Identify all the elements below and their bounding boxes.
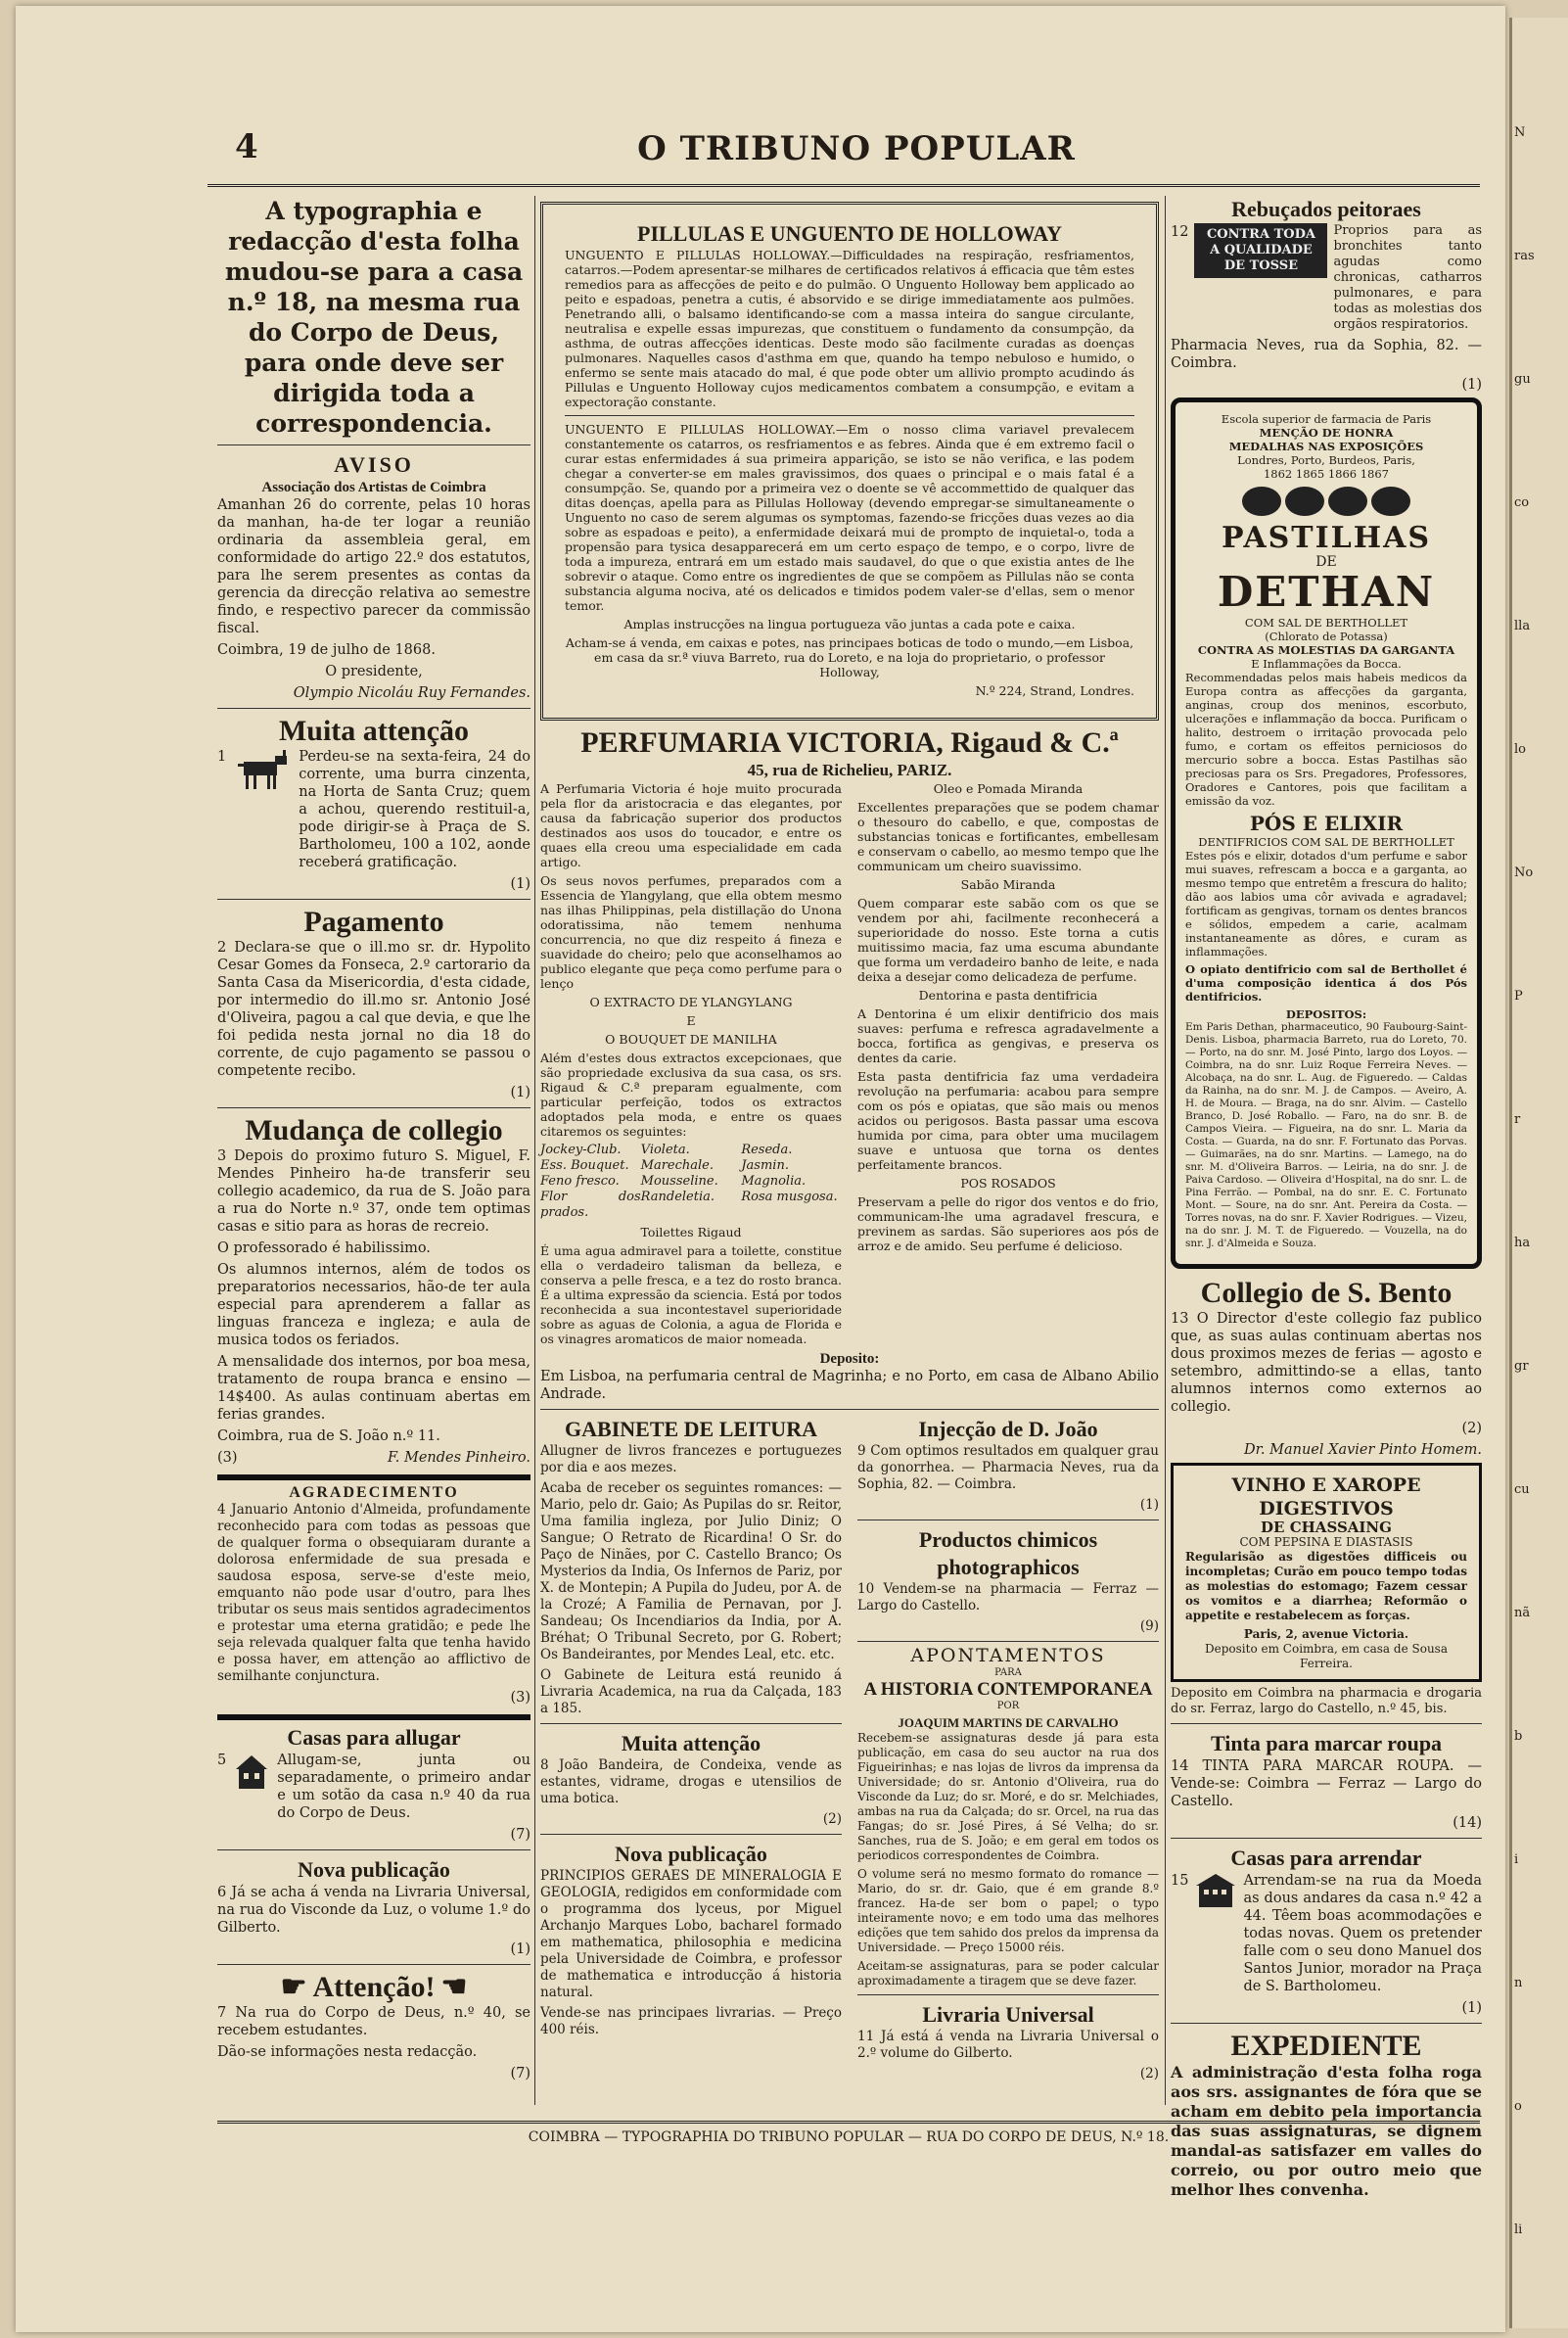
agradecimento-title: AGRADECIMENTO <box>289 1484 459 1501</box>
aviso-role: O presidente, <box>325 664 423 679</box>
dethan-l6: COM SAL DE BERTHOLLET <box>1244 616 1408 630</box>
column-rule-2 <box>1165 196 1166 2105</box>
rebucados-ref: (1) <box>1461 377 1482 393</box>
historia-t1: APONTAMENTOS <box>910 1645 1106 1666</box>
perfumaria-p3: Além d'estes dous extractos excepcionaes, que são propriedade exclusiva da sua casa, os srs. Rigaud & C.ª preparam egualmente, com particular perfeição, todos os extractos adoptados pela moda, e entre os quaes citaremos os seguintes: <box>540 1051 842 1139</box>
aviso-date: Coimbra, 19 de julho de 1868. <box>217 642 436 658</box>
perfume-item: Reseda. <box>741 1143 793 1157</box>
perfume-item: Rosa musgosa. <box>741 1190 838 1204</box>
perfume-item: Marechale. <box>640 1158 715 1173</box>
muita2-ref: (2) <box>822 1811 842 1827</box>
perfumaria-address: 45, rua de Richelieu, PARIZ. <box>747 761 952 779</box>
next-page-fragment: nã <box>1514 1606 1531 1620</box>
dethan-l4: Londres, Porto, Burdeos, Paris, <box>1237 453 1415 467</box>
expediente-body: A administração d'esta folha roga aos srs. assignantes de fóra que se acham em debito pela importancia das suas assignaturas, se dignem mandal-as satisfazer em valles do correio, ou por outro meio que melhor lhes convenha. <box>1171 2063 1482 2199</box>
nova-ref: (1) <box>510 1941 530 1957</box>
muita2-body: 8 João Bandeira, de Condeixa, vende as estantes, vidrame, drogas e utensilios de uma botica. <box>540 1757 842 1806</box>
medal-icons <box>1185 487 1467 516</box>
pointing-hand-icon: ☛ <box>280 1971 307 2003</box>
dethan-body: Recommendadas pelos mais habeis medicos da Europa contra as affecções da garganta, anginas, croup dos meninos, escorbuto, ulcerações e inflammação da bocca. Purificam o halito, destroem o irritação provocada pelo fumo, e cortam os effeitos perniciosos do mercurio sobre a bocca. Estas Pastilhas são preciosas para os Srs. Pregadores, Professores, Oradores e Cantores, pois que facilitam a emissão da voz. <box>1185 671 1467 808</box>
nova2-body-2: Vende-se nas principaes livrarias. — Preço 400 réis. <box>540 2005 842 2037</box>
building-icon <box>1194 1872 1237 1909</box>
casas2-ref: (1) <box>1461 2000 1482 2016</box>
aviso-signature: Olympio Nicoláu Ruy Fernandes. <box>293 685 530 701</box>
deposito-title: Deposito: <box>819 1351 880 1367</box>
mudanca-ref: (3) <box>217 1450 238 1466</box>
perfumaria-h4: Sabão Miranda <box>960 877 1056 892</box>
next-page-fragment: cu <box>1514 1482 1530 1497</box>
holloway-p1: UNGUENTO E PILLULAS HOLLOWAY.—Difficuldades na respiração, resfriamentos, catarros.—Podem apresentar-se milhares de certificados relativos á efficacia que têm estes remedios para as affecções de peito e do pulmão. O Unguento Holloway bem applicado ao peito e espadoas, penetra a cutis, é absorvido e se dirige immediatamente aos pulmões. Penetrando alli, o balsamo identificando-se com a massa inteira do sangue circulante, neutralisa e expelle essas impurezas, que constituem o fundamento da consumpção, da asthma, de outras affecções identicas. Deste modo são facilmente curadas as doenças pulmonares. Naquelles casos d'asthma em que, quando ha tempo nebuloso e humido, o enfermo se sente mais atacado do mal, é que pode obter um allivio prompto acudindo ás Pillulas e Unguento Holloway cujos medicamentos combatem a consumpção, e evitam a expectoração constante. <box>565 248 1134 409</box>
header-rule <box>208 184 1480 187</box>
perfume-item: Randeletia. <box>640 1190 715 1204</box>
next-page-fragment: o <box>1514 2099 1522 2114</box>
next-page-fragment: lo <box>1514 742 1526 757</box>
gabinete-p1: Allugner de livros francezes e portuguezes por dia e aos mezes. <box>540 1443 842 1475</box>
rebucados-body: Proprios para as bronchites tanto agudas como chronicas, catharros pulmonares, e para todas as molestias dos orgãos respiratorios. <box>1333 223 1482 332</box>
perfumaria-h3: Oleo e Pomada Miranda <box>933 781 1084 796</box>
aviso-title: AVISO <box>334 452 414 477</box>
page-header <box>235 125 1478 182</box>
house-icon <box>232 1752 271 1791</box>
mudanca-body: 3 Depois do proximo futuro S. Miguel, F. Mendes Pinheiro ha-de transferir seu collegio academico, da rua de S. João para a rua do Norte n.º 37, onde tem optimas casas e sitio para as horas de recreio. <box>217 1148 530 1235</box>
casas-ref: (7) <box>510 1827 530 1843</box>
xarope-ad <box>1171 1463 1482 1682</box>
next-page-fragment: i <box>1514 1852 1519 1867</box>
lost-donkey-title: Muita attenção <box>278 715 470 747</box>
xarope-body: Regularisão as digestões difficeis ou incompletas; Curão em pouco tempo todas as molestias do estomago; Fazem cessar os vomitos e a diarrhea; Reformão o appetite e restabelecem as forças. <box>1185 1550 1467 1622</box>
historia-t3: A HISTORIA CONTEMPORANEA <box>863 1679 1153 1700</box>
nova2-body: PRINCIPIOS GERAES DE MINERALOGIA E GEOLOGIA, redigidos em conformidade com o programma dos lyceus, por Miguel Archanjo Marques Lobo, bacharel formado em mathematica, philosophia e medicina pela Universidade de Coimbra, e professor de mathematica e introducção á historia natural. <box>540 1868 842 2000</box>
rebucados-title: Rebuçados peitoraes <box>1231 197 1421 221</box>
next-page-fragment: lla <box>1514 619 1531 633</box>
pagamento-ref: (1) <box>510 1085 530 1100</box>
perfume-list <box>540 1143 842 1221</box>
casas2-body: Arrendam-se na rua da Moeda as dous andares da casa n.º 42 a 44. Têem boas acommodações e todas novas. Quem os pretender falle com o seu dono Manuel dos Santos Junior, morador na Praça de S. Bartholomeu. <box>1243 1873 1482 1994</box>
bento-body: 13 O Director d'este collegio faz publico que, as suas aulas continuam abertas nos dous proximos mezes de ferias — agosto e setembro, admittindo-se a ellas, tanto alumnos internos como externos ao collegio. <box>1171 1311 1482 1415</box>
dethan-depositos-title: DEPOSITOS: <box>1285 1007 1367 1021</box>
next-page-fragment: N <box>1514 125 1526 140</box>
perfumaria-h1: O EXTRACTO DE YLANGYLANG <box>589 995 793 1009</box>
deposito-body: Em Lisboa, na perfumaria central de Magrinha; e no Porto, em casa de Albano Abilio Andrade. <box>540 1369 1159 1402</box>
perfumaria-p5: Excellentes preparações que se podem chamar o thesouro do cabello, e que, compostas de substancias tonicas e fortificantes, embellesam e conservam o cabello, ao mesmo tempo que lhe communicam um cheiro suavissimo. <box>857 800 1159 873</box>
perfumaria-h1b: E <box>686 1013 696 1028</box>
mudanca-title: Mudança de collegio <box>245 1114 503 1146</box>
gabinete-title: GABINETE DE LEITURA <box>565 1417 817 1441</box>
holloway-p5: N.º 224, Strand, Londres. <box>975 683 1134 698</box>
xarope-t3: COM PEPSINA E DIASTASIS <box>1239 1535 1413 1549</box>
tinta-body: 14 TINTA PARA MARCAR ROUPA. — Vende-se: Coimbra — Ferraz — Largo do Castello. <box>1171 1758 1482 1809</box>
muita2-title: Muita attenção <box>621 1731 761 1755</box>
bento-ref: (2) <box>1461 1421 1482 1436</box>
nova-title: Nova publicação <box>298 1857 450 1882</box>
next-page-edge <box>1509 18 1568 2328</box>
holloway-p2: UNGUENTO E PILLULAS HOLLOWAY.—Em o nosso clima variavel prevalecem constantemente os catarros, os resfriamentos e as febres. Ainda que é em extremo facil o curar estas enfermidades á sua primeira apparição, se isto se não verifica, e las podem chegar a converter-se em males gravissimos, dos quaes o principal e o mais fatal é a consumpção. Se, quando por a primeira vez o doente se vê accommettido de qualquer das ditas doenças, apella para as Pillulas Holloway (devendo empregar-se simultaneamente o Unguento no caso de serem algumas os symptomas, fazendo-se fricções duas vezes ao dia sobre as espadoas e peito), a enfermidade deixará mui de prompto de inquietal-o, toda a propensão para tysica desapparecerá em um certo espaço de tempo, e o corpo, livre de toda a impureza, entrará em um estado mais saudavel, do que o que existia antes de lhe sobrevir o ataque. Como entre os ingredientes de que se compõem as Pillulas não se conta substancia alguma nociva, até os delicados e timidos podem valer-se d'ellas, sem o menor temor. <box>565 422 1134 613</box>
casas-title: Casas para allugar <box>287 1725 461 1750</box>
lost-donkey-number: 1 <box>217 749 227 765</box>
lost-donkey-body: Perdeu-se na sexta-feira, 24 do corrente, uma burra cinzenta, na Horta de Santa Cruz; quem a achou, querendo restituil-a, pode dirigir-se à Praça de S. Bartholomeu, 100 a 102, aonde receberá gratificação. <box>299 749 530 870</box>
casas2-title: Casas para arrendar <box>1230 1846 1422 1870</box>
next-page-fragment: b <box>1514 1729 1523 1744</box>
rebucados-address: Pharmacia Neves, rua da Sophia, 82. — Coimbra. <box>1171 338 1482 371</box>
xarope-address: Paris, 2, avenue Victoria. <box>1243 1627 1409 1641</box>
aviso-body: Amanhan 26 do corrente, pelas 10 horas da manhan, ha-de ter logar a reunião ordinaria da assembleia geral, em conformidade do artigo 22.º dos estatutos, para lhe serem presentes as contas da gerencia da direcção relativa ao semestre findo, e respectivo parecer da commissão fiscal. <box>217 497 530 636</box>
dethan-l10: DENTIFRICIOS COM SAL DE BERTHOLLET <box>1198 835 1454 849</box>
perfumaria-p7: A Dentorina é um elixir dentifricio dos mais suaves: perfuma e refresca agradavelmente a bocca, fortifica as gengivas, e preserva os dentes da carie. <box>857 1006 1159 1065</box>
next-page-fragment: gu <box>1514 372 1531 387</box>
page-number: 4 <box>235 127 258 166</box>
xarope-t2: DE CHASSAING <box>1261 1519 1392 1536</box>
next-page-fragment: ha <box>1514 1236 1531 1250</box>
xarope-t1: VINHO E XAROPE DIGESTIVOS <box>1231 1474 1421 1520</box>
rebucados-number: 12 <box>1171 224 1189 240</box>
holloway-p4: Acham-se á venda, em caixas e potes, nas principaes boticas de todo o mundo,—em Lisboa, em casa da sr.ª viuva Barreto, rua do Loreto, e na loja do proprietario, o professor Holloway, <box>565 635 1134 679</box>
livraria-ref: (2) <box>1139 2066 1159 2081</box>
bento-title: Collegio de S. Bento <box>1200 1277 1453 1309</box>
perfumaria-p2: Os seus novos perfumes, preparados com a Essencia de Ylangylang, que ella obtem mesmo nas ilhas Philippinas, pela distillação do Unona odoratissima, não temem nenhuma concurrencia, no que diz respeito á fineza e suavidade do cheiro; pelo que aconselhamos ao publico elegante que peça como perfume para o lenço <box>540 873 842 991</box>
mudanca-address: Coimbra, rua de S. João n.º 11. <box>217 1428 440 1444</box>
medal-icon <box>1371 487 1410 516</box>
next-page-fragment: n <box>1514 1976 1523 1990</box>
casas-body: Allugam-se, junta ou separadamente, o primeiro andar e um sotão da casa n.º 40 da rua do Corpo de Deus. <box>277 1753 530 1821</box>
attencao-body: 7 Na rua do Corpo de Deus, n.º 40, se recebem estudantes. <box>217 2005 530 2038</box>
tinta-title: Tinta para marcar roupa <box>1210 1731 1443 1755</box>
perfumaria-h2: Toilettes Rigaud <box>640 1225 742 1239</box>
dethan-ad <box>1171 397 1482 1269</box>
donkey-icon <box>232 748 293 791</box>
mudanca-body-2: O professorado é habilissimo. <box>217 1240 431 1256</box>
column-1 <box>217 196 530 2086</box>
relocation-notice: A typographia e redacção d'esta folha mudou-se para a casa n.º 18, na mesma rua do Corpo de Deus, para onde deve ser dirigida toda a correspondencia. <box>224 197 524 438</box>
holloway-p3: Amplas instrucções na lingua portugueza vão juntas a cada pote e caixa. <box>623 617 1076 631</box>
dethan-l9: E Inflammações da Bocca. <box>1251 657 1402 671</box>
perfumaria-p4: É uma agua admiravel para a toilette, constitue ella o verdadeiro talisman da belleza, e conserva a pelle fresca, e a tez do rosto branca. É a ultima expressão da sciencia. Está por todos reconhecida a sua incontestavel superioridade sobre as aguas de Colonia, a agua de Florida e os vinagres aromaticos de maior nomeada. <box>540 1243 842 1346</box>
column-2 <box>540 196 1159 2086</box>
perfume-item: Flor dos prados. <box>540 1190 641 1220</box>
medal-icon <box>1242 487 1281 516</box>
tinta-ref: (14) <box>1453 1815 1482 1831</box>
attencao-body-2: Dão-se informações nesta redacção. <box>217 2044 478 2060</box>
historia-t2: PARA <box>994 1667 1022 1678</box>
dethan-depositos: Em Paris Dethan, pharmaceutico, 90 Faubourg-Saint-Denis. Lisboa, pharmacia Barreto, rua do Loreto, 70. — Porto, na do snr. M. José Pinto, largo dos Loyos. — Coimbra, na do snr. Luiz Roque Ferreira Neves. — Alcobaça, na do snr. L. Aug. de Figueredo. — Caldas da Rainha, na do snr. M. J. de Campos. — Aveiro, A. H. de Moura. — Braga, na do snr. Alvim. — Castello Branco, D. José Roballo. — Faro, na do snr. B. de Campos Vieira. — Figueira, na do snr. L. Maria da Costa. — Guarda, na do snr. F. Fortunato das Porvas. — Guimarães, na do snr. Martins. — Lamego, na do snr. M. d'Oliveira Barros. — Leiria, na do snr. J. de Paiva Cardoso. — Oliveira d'Hospital, na do snr. L. de Pina Ferrão. — Pombal, na do snr. E. C. Fortunato Mont. — Soure, na do snr. Ant. Pereira da Costa. — Torres novas, na do snr. F. Xavier Rodrigues. — Vizeu, na do snr. J. M. T. de Figueredo. — Vouzella, na do snr. J. d'Almeida e Souza. <box>1185 1021 1467 1249</box>
perfumaria-p6: Quem comparar este sabão com os que se vendem por ahi, facilmente reconhecerá a superioridade do nosso. Este torna a cutis muitissimo macia, faz uma escuma abundante que forma um verdadeiro banho de leite, e nada deixa a desejar como delicadeza de perfume. <box>857 896 1159 984</box>
perfume-item: Feno fresco. <box>540 1174 620 1189</box>
footer-imprint: COIMBRA — TYPOGRAPHIA DO TRIBUNO POPULAR — RUA DO CORPO DE DEUS, N.º 18. <box>217 2121 1480 2145</box>
perfume-item: Jockey-Club. <box>540 1143 622 1157</box>
mudanca-body-4: A mensalidade dos internos, por boa mesa, tratamento de roupa branca e ensino — 14$400. As aulas continuam abertas em ferias grandes. <box>217 1354 530 1423</box>
dethan-t3: DETHAN <box>1217 568 1436 616</box>
perfume-item: Violeta. <box>640 1143 690 1157</box>
next-page-fragment: r <box>1514 1112 1521 1127</box>
nova-body: 6 Já se acha á venda na Livraria Universal, na rua do Visconde da Luz, o volume 1.º do Gilberto. <box>217 1885 530 1936</box>
mudanca-signature: F. Mendes Pinheiro. <box>387 1450 530 1466</box>
aviso-subtitle: Associação dos Artistas de Coimbra <box>261 480 486 495</box>
lost-donkey-ref: (1) <box>510 876 530 892</box>
dethan-body-2: Estes pós e elixir, dotados d'um perfume e sabor mui suaves, refrescam a bocca e a garganta, ao mesmo tempo que entretêm a frescura do halito; dão aos labios uma côr avivada e agradavel; fortificam as gengivas, tornam os dentes brancos e sólidos, empedem a carie, acalmam instantaneamente as dôres, e curam as inflammações. <box>1185 849 1467 959</box>
dethan-l3: MEDALHAS NAS EXPOSIÇÕES <box>1228 440 1424 453</box>
historia-body: Recebem-se assignaturas desde já para esta publicação, em casa do seu auctor na rua dos Figueirinhas; e nas lojas de livros da imprensa da Universidade; do sr. Antonio d'Oliveira, rua do Visconde da Luz; do sr. Moré, e do sr. Melchiades, ambas na rua da Calçada; do sr. Orcel, na rua das Fangas; do sr. José Pires, á Sé Velha; do sr. Sanches, rua de S. João; e em geral em todos os periodicos correspondentes de Coimbra. <box>857 1731 1159 1862</box>
productos-ref: (9) <box>1139 1618 1159 1634</box>
dethan-l2: MENÇÃO DE HONRA <box>1259 426 1394 440</box>
perfumaria-p1: A Perfumaria Victoria é hoje muito procurada pela flor da aristocracia e das elegantes, por causa da fabricação superior dos productos destinados aos usos do toucador, e entre os quaes ella creou uma especialidade em cada artigo. <box>540 781 842 869</box>
newspaper-title: O TRIBUNO POPULAR <box>637 129 1076 168</box>
perfume-item: Magnolia. <box>741 1174 807 1189</box>
next-page-fragment: No <box>1514 865 1534 880</box>
next-page-fragment: li <box>1514 2222 1523 2237</box>
perfume-item: Mousseline. <box>640 1174 718 1189</box>
dethan-t1: PASTILHAS <box>1221 521 1432 555</box>
historia-body-3: Aceitam-se assignaturas, para se poder calcular aproximadamente a tiragem que se deve fazer. <box>857 1959 1159 1987</box>
agradecimento-ref: (3) <box>510 1690 530 1706</box>
expediente-title: EXPEDIENTE <box>1230 2030 1422 2062</box>
livraria-body: 11 Já está á venda na Livraria Universal o 2.º volume do Gilberto. <box>857 2029 1159 2061</box>
xarope-deposito: Deposito em Coimbra, em casa de Sousa Ferreira. <box>1205 1642 1448 1670</box>
dethan-body-3: O opiato dentifricio com sal de Berthollet é d'uma composição identica á dos Pós dentifricios. <box>1185 962 1467 1004</box>
nova2-title: Nova publicação <box>615 1842 767 1866</box>
next-page-fragment: co <box>1514 495 1530 510</box>
attencao-ref: (7) <box>510 2066 530 2081</box>
next-page-fragment: ras <box>1514 249 1535 263</box>
mudanca-body-3: Os alumnos internos, além de todos os preparatorios necessarios, hão-de ter aula especial para aprenderem a fallar as linguas franceza e ingleza; e aula de musica todos os feriados. <box>217 1262 530 1348</box>
column-3 <box>1171 196 1482 2204</box>
historia-t4: POR <box>996 1701 1020 1711</box>
xarope-deposito-2: Deposito em Coimbra na pharmacia e drogaria do sr. Ferraz, largo do Castello, n.º 45, bis. <box>1171 1686 1482 1716</box>
dethan-t2: DE <box>1315 554 1337 570</box>
dethan-l5: 1862 1865 1866 1867 <box>1263 467 1390 481</box>
dethan-l8: CONTRA AS MOLESTIAS DA GARGANTA <box>1197 643 1455 657</box>
medal-icon <box>1328 487 1367 516</box>
productos-body: 10 Vendem-se na pharmacia — Ferraz — Largo do Castello. <box>857 1581 1159 1613</box>
productos-title: Productos chimicos photographicos <box>918 1527 1098 1579</box>
perfumaria-p9: Preservam a pelle do rigor dos ventos e do frio, communicam-lhe uma agradavel frescura, e previnem as sardas. São superiores aos pós de arroz e de amido. Seu perfume é delicioso. <box>857 1194 1159 1253</box>
gabinete-p3: O Gabinete de Leitura está reunido á Livraria Academica, na rua da Calçada, 183 a 185. <box>540 1667 842 1716</box>
pointing-hand-left-icon: ☚ <box>440 1971 468 2003</box>
bento-signature: Dr. Manuel Xavier Pinto Homem. <box>1243 1442 1482 1458</box>
perfumaria-h5: Dentorina e pasta dentifricia <box>918 988 1098 1003</box>
dethan-l1: Escola superior de farmacia de Paris <box>1221 412 1432 426</box>
attencao-title: Attenção! <box>312 1971 436 2003</box>
livraria-title: Livraria Universal <box>922 2002 1094 2027</box>
pagamento-title: Pagamento <box>303 906 444 938</box>
medal-icon <box>1285 487 1324 516</box>
dethan-l7: (Chlorato de Potassa) <box>1265 630 1388 643</box>
gabinete-p2: Acaba de receber os seguintes romances: — Mario, pelo dr. Gaio; As Pupilas do sr. Reitor, Uma familia ingleza, por Julio Diniz; O Sangue; O Retrato de Ricardina! O Sr. do Paço de Ninães, por C. Castello Branco; Os Mysterios da India, Os Infernos de Pariz, por X. de Montepin; A Pupila do Judeu, por A. de la Crozé; A Familia de Pernavan, por J. Sandeau; Os Incendiarios da India, por A. Bréhat; O Tribunal Secreto, por G. Robert; Os Bandeirantes, por Mendes Leal, etc. etc. <box>540 1480 842 1662</box>
casas2-number: 15 <box>1171 1873 1189 1889</box>
perfume-item: Jasmin. <box>741 1158 789 1173</box>
historia-author: JOAQUIM MARTINS DE CARVALHO <box>898 1715 1119 1730</box>
casas-number: 5 <box>217 1753 227 1768</box>
next-page-fragment: gr <box>1514 1359 1529 1374</box>
next-page-fragment: P <box>1514 989 1523 1004</box>
rebucados-badge: CONTRA TODA A QUALIDADE DE TOSSE <box>1194 223 1327 278</box>
dethan-t4: PÓS E ELIXIR <box>1249 812 1404 835</box>
injeccao-ref: (1) <box>1139 1497 1159 1513</box>
injeccao-title: Injecção de D. João <box>918 1417 1098 1441</box>
historia-body-2: O volume será no mesmo formato do romance — Mario, do sr. dr. Gaio, que é em grande 8.º francez. Ha-de ser bom o papel; o typo inteiramente novo; e em todo uma das melhores edições que tem sahido dos prelos da imprensa da Universidade. — Preço 15000 réis. <box>857 1867 1159 1954</box>
perfumaria-p8: Esta pasta dentifricia faz uma verdadeira revolução na perfumaria: acabou para sempre com os pós e opiatas, que são mais ou menos acidos ou perigosos. Basta passar uma escova humida por cima, para obter uma mucilagem suave e untuosa que torna os dentes perfeitamente brancos. <box>857 1069 1159 1172</box>
perfumaria-h1c: O BOUQUET DE MANILHA <box>605 1032 777 1047</box>
agradecimento-body: 4 Januario Antonio d'Almeida, profundamente reconhecido para com todas as pessoas que de qualquer forma o obsequiaram durante a dolorosa enfermidade de sua presada e saudosa esposa, serve-se d'este meio, emquanto não pode usar d'outro, para lhes tributar os seus mais sentidos agradecimentos e protestar uma eterna gratidão; e pede lhe seja relevada qualquer falta que tenha havido e possa haver, em attenção ao afflictivo de semilhante conjunctura. <box>217 1502 530 1684</box>
perfumaria-h6: POS ROSADOS <box>960 1176 1056 1191</box>
injeccao-body: 9 Com optimos resultados em qualquer grau da gonorrhea. — Pharmacia Neves, rua da Sophia, 82. — Coimbra. <box>857 1443 1159 1492</box>
holloway-title: PILLULAS E UNGUENTO DE HOLLOWAY <box>637 221 1062 246</box>
pagamento-body: 2 Declara-se que o ill.mo sr. dr. Hypolito Cesar Gomes da Fonseca, 2.º cartorario da Santa Casa da Misericordia, d'esta cidade, por intermedio do ill.mo sr. Antonio José d'Oliveira, pagou a cal que devia, e que lhe foi pedida nesta jornal no dia 18 do corrente, de cujo pagamento se passou o competente recibo. <box>217 940 530 1079</box>
holloway-ad <box>540 202 1159 721</box>
perfumaria-title: PERFUMARIA VICTORIA, Rigaud & C.ª <box>580 726 1119 759</box>
perfume-item: Ess. Bouquet. <box>540 1158 629 1173</box>
column-rule-1 <box>534 196 535 2105</box>
